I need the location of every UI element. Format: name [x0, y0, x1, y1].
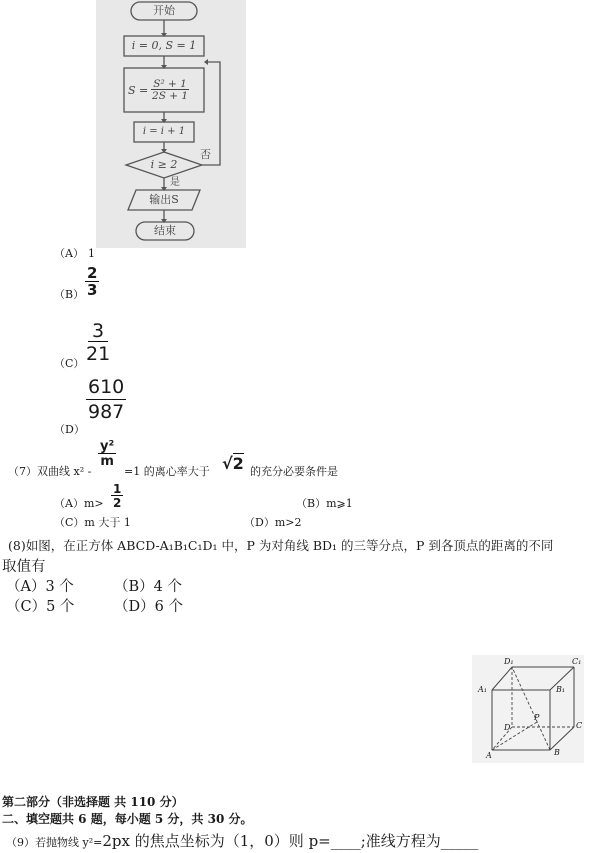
q7-option-b: （B）m⩾1: [296, 497, 353, 510]
flow-start-text: 开始: [153, 4, 175, 17]
q6-a-label: （A）: [54, 247, 84, 260]
q8-stem-line2: 取值有: [2, 559, 46, 575]
flow-init-text: i = 0, S = 1: [131, 39, 197, 52]
q7-stem-mid: =1 的离心率大于: [124, 465, 210, 478]
q6-b-num: 2: [87, 264, 98, 282]
cube-label-c: C: [576, 721, 583, 730]
q6-b-den: 3: [87, 281, 98, 299]
q6-d-num: 610: [88, 376, 125, 398]
q6-option-b-label: （B）: [54, 288, 85, 301]
flow-assign-fraction: [151, 79, 189, 102]
section2-heading: 第二部分（非选择题 共 110 分）: [2, 795, 184, 809]
cube-label-d1: D₁: [504, 657, 514, 666]
flow-condition-text: i ≥ 2: [150, 158, 178, 171]
cube-figure: [472, 655, 584, 763]
q6-option-c-fraction: [86, 322, 110, 364]
flow-assign-text: [128, 72, 202, 108]
q9-mid: 2px 的焦点坐标为（1，0）则 p=____;准线方程为_____: [102, 832, 479, 850]
flow-end-text: 结束: [154, 224, 176, 237]
q8-option-a: （A）3 个: [6, 579, 74, 595]
flow-increment-text: i = i + 1: [142, 126, 186, 137]
sqrt-icon: √: [222, 454, 233, 473]
q7-sqrt-value: 2: [232, 454, 244, 473]
flow-yes-label: 是: [170, 177, 180, 188]
flow-assign-den: 2S + 1: [152, 90, 189, 102]
cube-label-d: D: [504, 723, 511, 732]
q8-stem-line1: (8)如图，在正方体 ABCD-A₁B₁C₁D₁ 中，P 为对角线 BD₁ 的三等分点，P 到各顶点的距离的不同: [8, 538, 554, 553]
cube-label-b: B: [554, 748, 560, 757]
cube-label-p: P: [534, 713, 540, 722]
q7-option-d: （D）m>2: [244, 516, 302, 529]
cube-label-b1: B₁: [556, 685, 566, 694]
q7-stem-fraction: [98, 440, 116, 468]
q7-frac-den: m: [100, 454, 114, 469]
q7-sqrt: [222, 454, 244, 473]
flowchart-svg: [96, 0, 246, 248]
q6-option-b-fraction: [85, 266, 99, 298]
q6-a-value: 1: [87, 247, 95, 260]
cube-label-c1: C₁: [572, 657, 582, 666]
cube-label-a: A: [486, 751, 492, 760]
flowchart-image: [96, 0, 246, 248]
q9-line: [6, 830, 478, 851]
q8-option-c: （C）5 个: [6, 599, 75, 615]
q7-option-a: （A）m>: [54, 497, 104, 510]
q7-a-den: 2: [113, 496, 122, 510]
cube-svg: [472, 655, 584, 763]
cube-label-a1: A₁: [478, 685, 487, 694]
q6-option-a: [54, 247, 95, 261]
flow-output-text: 输出S: [149, 193, 179, 206]
q6-option-d-fraction: [86, 378, 126, 422]
q8-option-b: （B）4 个: [114, 579, 182, 595]
q7-option-c: （C）m 大于 1: [54, 516, 131, 529]
q6-option-c-label: （C）: [54, 357, 85, 370]
q7-frac-num: y²: [100, 439, 115, 454]
q7-option-a-fraction: [111, 483, 123, 509]
flow-assign-lhs: S =: [128, 83, 149, 97]
q9-prefix: （9）若抛物线 y²=: [6, 836, 103, 849]
q7-a-num: 1: [113, 482, 122, 496]
flow-assign-num: S² + 1: [153, 77, 187, 90]
q7-stem-prefix: （7）双曲线 x² -: [8, 465, 92, 478]
flow-no-label: 否: [200, 148, 211, 161]
q6-c-den: 21: [86, 343, 111, 365]
q6-option-d-label: （D）: [54, 423, 85, 436]
q6-c-num: 3: [88, 322, 108, 342]
section2-subheading: 二、填空题共 6 题，每小题 5 分，共 30 分。: [2, 812, 253, 826]
q8-option-d: （D）6 个: [114, 599, 183, 615]
q7-stem-suffix: 的充分必要条件是: [250, 465, 338, 478]
q6-d-den: 987: [88, 401, 125, 423]
